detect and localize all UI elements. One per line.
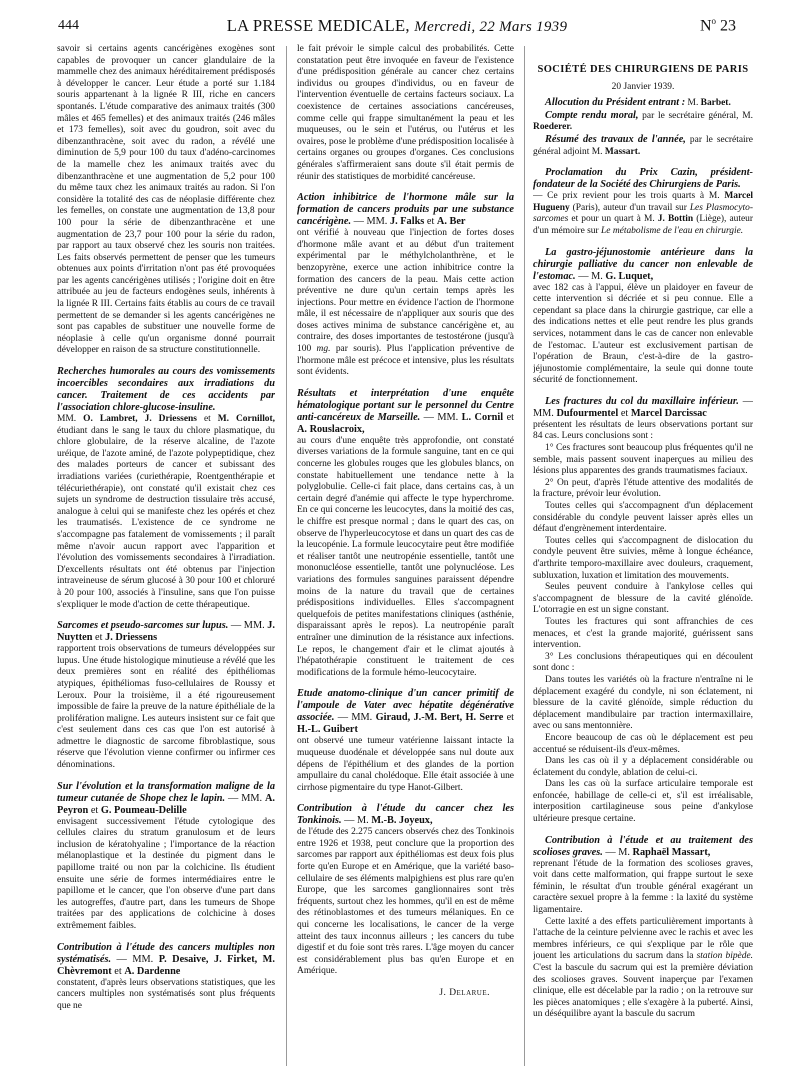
abstract <box>533 247 753 387</box>
agenda-item: Allocution du Président entrant : M. Barbet. <box>545 97 731 109</box>
issue-number: $N^o$ 23 <box>699 16 736 35</box>
abstract-title: Proclamation du Prix Cazin, président-fondateur de la Société des Chirurgiens de Paris. <box>533 167 753 191</box>
authors: G. Poumeau-Delille <box>100 804 187 816</box>
abstract-body: présentent les résultats de leurs observations portant sur 84 cas. Leurs conclusions sont : <box>533 419 753 442</box>
abstract-title: Les fractures du col du maxillaire inférieur. — MM. Dufourmentel et Marcel Darcissac <box>533 395 753 419</box>
authors: H.-L. Guibert <box>297 724 358 736</box>
abstract-body: MM. O. Lambret, J. Driessens et M. Cornillot, étudiant dans le sang le taux du chlore plasmatique, du chlore globulaire, de la réserve alcaline, de l'azote uréique, de l'azote aminé, de l'azote polypeptidique, chez des malades porteurs de cancer et subissant des irradiations variées (curiethérapie, Roentgenthérapie et télécuriethérapie), ont constaté qu'il existait chez ces sujets un syndrome de destruction tissulaire très accusé, analogue à celui qui se manifeste chez les opérés et chez les traumatisés. L'existence de ce syndrome ne s'accompagne pas fatalement de vomissements ; il paraît même n'avoir aucun rapport avec l'apparition et l'évolution des vomissements secondaires à l'irradiation. D'excellents résultats ont été obtenus par l'injection intraveineuse de sérum glucosé à 30 pour 100 et chloruré à 20 pour 100, associés à l'insuline, sans que l'on puisse s'expliquer le mode d'action de cette thérapeutique. <box>57 414 275 610</box>
abstract-body: rapportent trois observations de tumeurs développées sur lupus. Une étude histologique minutieuse a révélé que les deux premières sont en réalité des épithéliomas atypiques, épithéliomas fuso-cellulaires de Roussy et Leroux. Pour la troisième, il a été rigoureusement impossible de faire la preuve de la nature épithéliale de la prolifération maligne. Les auteurs insistent sur ce fait que c'est seulement dans ces cas que l'on est autorisé à admettre le diagnostic de sarcome fibroblastique, sous réserve que l'évolution vienne confirmer ou infirmer ces dénominations. <box>57 644 275 771</box>
paragraph: Toutes celles qui s'accompagnent d'un déplacement considérable du condyle peuvent laisser après elles un défaut d'engrènement interdentaire. <box>533 501 753 535</box>
authors: J. Driessens <box>105 632 158 644</box>
abstract-title: Résultats et interprétation d'une enquête hématologique portant sur le personnel du Centre anti-cancéreux de Marseille. — MM. L. Cornil et A. Rouslacroix, <box>297 387 514 435</box>
authors: Marcel Darcissac <box>630 407 707 419</box>
abstract <box>57 620 275 772</box>
authors: J. Nuytten <box>57 620 275 644</box>
authors: Dufourmentel <box>556 407 619 419</box>
society-heading: SOCIÉTÉ DES CHIRURGIENS DE PARIS <box>537 64 749 75</box>
abstract-body: constatent, d'après leurs observations statistiques, que les cancers multiples non systématisés sont plus fréquents que ne <box>57 977 275 1011</box>
abstract-body: envisagent successivement l'étude cytologique des cellules claires du stratum granulosum et de leurs inclusion de kératohyaline ; l'importance de la réaction mélanoplastique et la destinée du pigment dans le papillome traité ou non par la colchicine. Ils étudient ensuite une série de formes intermédiaires entre le papillome et le cancer, que l'on observe d'une part dans les autogreffes, d'autre part, dans les tumeurs de Shope traitées par des applications de colchicine à doses extrêmement faibles. <box>57 816 275 931</box>
signature: J. Delarue. <box>439 988 490 998</box>
journal-name: LA PRESSE MEDICALE, <box>226 16 410 35</box>
authors: M.-B. Joyeux, <box>371 815 433 827</box>
abstract <box>533 835 753 1021</box>
paragraph: Encore beaucoup de cas où le déplacement est peu accentué se réduisent-ils d'eux-mêmes. <box>533 732 753 755</box>
paragraph: Dans les cas où la surface articulaire temporale est enfoncée, habillage de celle-ci et, s'il est irréalisable, interposition cartilagineuse sous peine d'ankylose ultérieure presque certaine. <box>533 779 753 825</box>
abstract-body: — Ce prix revient pour les trois quarts à M. Marcel Hugueny (Paris), auteur d'un travail sur Les Plasmocyto-sarcomes et pour un quart à M. J. Bottin (Liège), auteur d'un mémoire sur Le métabolisme de l'eau en chirurgie. <box>533 191 753 236</box>
abstract <box>533 167 753 237</box>
abstract <box>297 803 514 978</box>
authors: O. Lambret, J. Driessens <box>83 414 197 425</box>
paragraph: le fait prévoir le simple calcul des probabilités. Cette constatation peut être invoquée en faveur de l'existence d'une prédisposition générale au cancer chez certains individus ou groupes d'individus, ou en faveur de l'intervention éventuelle de certains facteurs sociaux. La coexistence de certaines associations cancéreuses, comme celle qui frappe simultanément la peau et les muqueuses, ou le sein et l'utérus, ou l'utérus et les ovaires, pose le problème d'une prédisposition localisée à certains organes ou groupes d'organes. Ces conclusions générales s'affirmeraient sans doute s'il était permis de réunir des statistiques de morbidité cancéreuse. <box>297 44 514 182</box>
issue-date: Mercredi, 22 Mars 1939 <box>414 19 568 35</box>
authors: P. Desaive, J. Firket, M. Chèvremont <box>57 953 275 977</box>
column-divider <box>286 46 287 1066</box>
abstract-title: Sur l'évolution et la transformation maligne de la tumeur cutanée de Shope chez le lapin. — MM. A. Peyron et G. Poumeau-Delille <box>57 780 275 816</box>
session-date: 20 Janvier 1939. <box>611 81 675 92</box>
abstract <box>297 192 514 379</box>
abstract-body: au cours d'une enquête très approfondie, ont constaté diverses variations de la formule sanguine, tant en ce qui concerne les globules rouges que les globules blancs, on constate habituellement une tendance nette à la polyglobulie. Celle-ci fait place, dans certains cas, à un certain degré d'anémie qui affecte le type hyperchrome. En ce qui concerne les leucocytes, dans la moitié des cas, le chiffre est presque normal ; dans le quart des cas, on observe de l'hyperleucocytose et dans un quart des cas de la leucopénie. La formule leucocytaire peut être modifiée et réaliser tantôt une neutropénie essentielle, tantôt une mononucléose essentielle, tantôt une polynucléose. Les variations des formules sanguines paraissent dépendre moins de la nature du travail que de certaines prédispositions individuelles. Elles s'accompagnent quelquefois de petites manifestations cliniques (asthénie, disparaissant après le repos). La neutropénie paraît entraîner une diminution de la résistance aux infections. Le repos, le changement d'air et le climat ajoutés à l'hépatothérapie constituent le traitement de ces modifications de la formule hémo-leucocytaire. <box>297 435 514 678</box>
abstract <box>57 781 275 933</box>
agenda-item: Résumé des travaux de l'année, par le secrétaire général adjoint M. Massart. <box>533 133 753 157</box>
authors: G. Luquet, <box>605 270 654 282</box>
authors: A. Dardenne <box>124 965 181 977</box>
agenda-item: Compte rendu moral, par le secrétaire général, M. Roederer. <box>533 109 753 133</box>
abstract-title: Etude anatomo-clinique d'un cancer primitif de l'ampoule de Vater avec hépatite dégénérative associée. — MM. Giraud, J.-M. Bert, H. Serre et H.-L. Guibert <box>297 688 514 736</box>
page-header <box>58 16 736 40</box>
paragraph: Cette laxité a des effets particulièrement importants à l'attache de la ceinture pelvienne avec le rachis et avec les membres inférieurs, ce qui s'explique par le rôle que jouent les articulations du sacrum dans la station bipède. C'est la bascule du sacrum qui est la première déviation des scolioses graves. Souvent inaperçue par l'examen clinique, elle est décelable par la radio ; on la retrouve sur les pièces anatomiques ; elle s'exagère à la puberté. Ainsi, un déséquilibre ayant la bascule du sacrum <box>533 916 753 1020</box>
abstract <box>297 388 514 679</box>
abstract-title: Recherches humorales au cours des vomissements incoercibles secondaires aux irradiations du cancer. Traitement de ces accidents par l'association chlore-glucose-insuline. <box>57 366 275 414</box>
abstract-title: Action inhibitrice de l'hormone mâle sur la formation de cancers produits par une substance cancérigène. — MM. J. Falks et A. Ber <box>297 192 514 228</box>
abstract <box>297 688 514 794</box>
paragraph: Toutes celles qui s'accompagnent de dislocation du condyle peuvent être suivies, même à longue échéance, d'arthrite temporo-maxillaire avec douleurs, craquement, subluxation, luxation et limitation des mouvements. <box>533 535 753 581</box>
authors: A. Rouslacroix, <box>297 423 365 435</box>
abstract-body: avec 182 cas à l'appui, élève un plaidoyer en faveur de cette intervention si décriée et si peu connue. Elle a cependant sa place dans la chirurgie gastrique, car elle a des indications nettes et elle peut rendre les plus grands services, notamment dans le cas de cancer non enlevable de l'estomac. L'auteur est exclusivement partisan de l'opération de Braun, c'est-à-dire de la gastro-jéjunostomie complémentaire, la seule qui donne toute sécurité de fonctionnement. <box>533 282 753 386</box>
paragraph: 1° Ces fractures sont beaucoup plus fréquentes qu'il ne semble, mais passent souvent inaperçues au milieu des lésions plus apparentes des grands traumatismes faciaux. <box>533 443 753 477</box>
abstract-body: reprenant l'étude de la formation des scolioses graves, voit dans cette malformation, qui frappe surtout le sexe féminin, le résultat d'un trouble général exagérant un caractère sexuel propre à la femme : la laxité du système ligamentaire. <box>533 858 753 916</box>
abstract-title: Contribution à l'étude et au traitement des scolioses graves. — M. Raphaël Massart, <box>533 834 753 858</box>
abstract <box>533 396 753 826</box>
column-left <box>57 44 275 1069</box>
authors: M. Cornillot, <box>217 414 275 425</box>
authors: A. Ber <box>436 216 466 228</box>
column-right <box>533 44 753 1069</box>
page-number: 444 <box>58 18 79 33</box>
column-divider <box>524 46 525 1066</box>
abstract-body: ont observé une tumeur vatérienne laissant intacte la muqueuse duodénale et développée sans nul doute aux dépens de l'épithélium et des glandes de la portion ampullaire du canal cholédoque. Elle était associée à une cirrhose pigmentaire du type Hanot-Gilbert. <box>297 736 514 793</box>
authors: Giraud, J.-M. Bert, H. Serre <box>375 712 504 724</box>
paragraph: 3° Les conclusions thérapeutiques qui en découlent sont donc : <box>533 651 753 674</box>
authors: J. Falks <box>389 216 425 228</box>
paragraph: savoir si certains agents cancérigènes exogènes sont capables de provoquer un cancer glandulaire de la mammelle chez des animaux héréditairement prédisposés à développer le cancer. Leur étude a porté sur 1.184 souris appartenant à la lignée R III, riche en cancers spontanés. L'étude comparative des animaux traités (300 mâles et 465 femelles) et des animaux traités (246 mâles et 173 femelles), soit avec du goudron, soit avec du dibenzanthracène, soit avec du radon, a révélé une diminution de 5,9 pour 100 du taux d'adéno-carcinomes de la mamelle chez les animaux traités avec du dibenzanthracène et une augmentation de 5,2 pour 100 du même taux chez les animaux traités au radon. Si l'on considère la totalité des cas de néoplasie différente chez les femelles, on constate une augmentation de 13,8 pour 100 pour la série de dibenzanthracène et une augmentation de 23,7 pour 100 pour la série du radon, par rapport au taux observé chez les souris non traitées. Les faits observés permettent de penser que les tumeurs obtenues aux points d'irritation n'ont pas été provoquées par les agents cancérigènes utilisés ; l'origine doit en être attribuée au jeu de facteurs endogènes seuls, inhérents à la lignée R III. Certains faits établis au cours de ce travail permettent de se demander si les agents cancérigènes ne sont pas capables de substituer une nouvelle forme de néoplasie à celle qu'un organisme donné pourrait développer en raison de sa structure constitutionnelle. <box>57 44 275 356</box>
abstract-title: Contribution à l'étude du cancer chez les Tonkinois. — M. M.-B. Joyeux, <box>297 803 514 827</box>
abstract-title: La gastro-jéjunostomie antérieure dans la chirurgie palliative du cancer non enlevable de l'estomac. — M. G. Luquet, <box>533 246 753 282</box>
authors: A. Peyron <box>57 792 275 816</box>
paragraph: Toutes les fractures qui sont affranchies de ces menaces, et c'est la grande majorité, guérissent sans intervention. <box>533 616 753 651</box>
column-middle <box>297 44 514 1069</box>
paragraph: Seules peuvent conduire à l'ankylose celles qui s'accompagnent de blessure de la cavité glénoïde. L'otorragie en est un signe constant. <box>533 582 753 616</box>
paragraph: Dans toutes les variétés où la fracture n'entraîne ni le déplacement exagéré du condyle, ni son éclatement, ni blessure de la cavité glénoïde, simple réduction du déplacement mandibulaire par traction intermaxillaire, avec ou sans mentonnière. <box>533 674 753 732</box>
authors: L. Cornil <box>461 411 504 423</box>
abstract-title: Sarcomes et pseudo-sarcomes sur lupus. — MM. J. Nuytten et J. Driessens <box>57 620 275 644</box>
abstract <box>57 942 275 1013</box>
authors: Raphaël Massart, <box>632 846 711 858</box>
abstract-title: Contribution à l'étude des cancers multiples non systématisés. — MM. P. Desaive, J. Firket, M. Chèvremont et A. Dardenne <box>57 941 275 977</box>
paragraph: 2° On peut, d'après l'étude attentive des modalités de la fracture, prévoir leur évolution. <box>533 477 753 500</box>
journal-title <box>58 16 736 36</box>
paragraph: Dans les cas où il y a déplacement considérable ou éclatement du condyle, ablation de celui-ci. <box>533 756 753 778</box>
abstract-body: ont vérifié à nouveau que l'injection de fortes doses d'hormone mâle avant et au début d'un traitement expérimental par le méthylcholanthrène, et le benzopyrène, exerce une action inhibitrice contre la formation des cancers de la peau. Mais cette action préventive ne dure qu'un certain temps après les injections. Pour mettre en évidence l'action de l'hormone mâle, il est nécessaire de n'appliquer aux souris que des doses actives minima de substance cancérigène et, au contraire, des doses importantes de testostérone (jusqu'à 100 mg. par souris). Plus l'application préventive de l'hormone mâle est précoce et intensive, plus les résultats sont évidents. <box>297 228 514 378</box>
abstract <box>57 366 275 611</box>
abstract-body: de l'étude des 2.275 cancers observés chez des Tonkinois entre 1926 et 1938, peut conclure que la proportion des sarcomes par rapport aux épithéliomas est deux fois plus forte qu'en Europe et en Amérique, que la variété baso-cellulaire de ses éléments malpighiens est plus rare qu'en Europe, que les sarcomes ganglionnaires sont très fréquents, surtout chez les hommes, qu'il en est de même des rétinoblastomes et des tumeurs mélaniques. En ce qui concerne les localisations, le cancer de la verge atteint des taux inconnus ailleurs ; les cancers du tube digestif et du foie sont très rares. L'âge moyen du cancer est considérablement plus bas qu'en Europe et en Amérique. <box>297 827 514 977</box>
